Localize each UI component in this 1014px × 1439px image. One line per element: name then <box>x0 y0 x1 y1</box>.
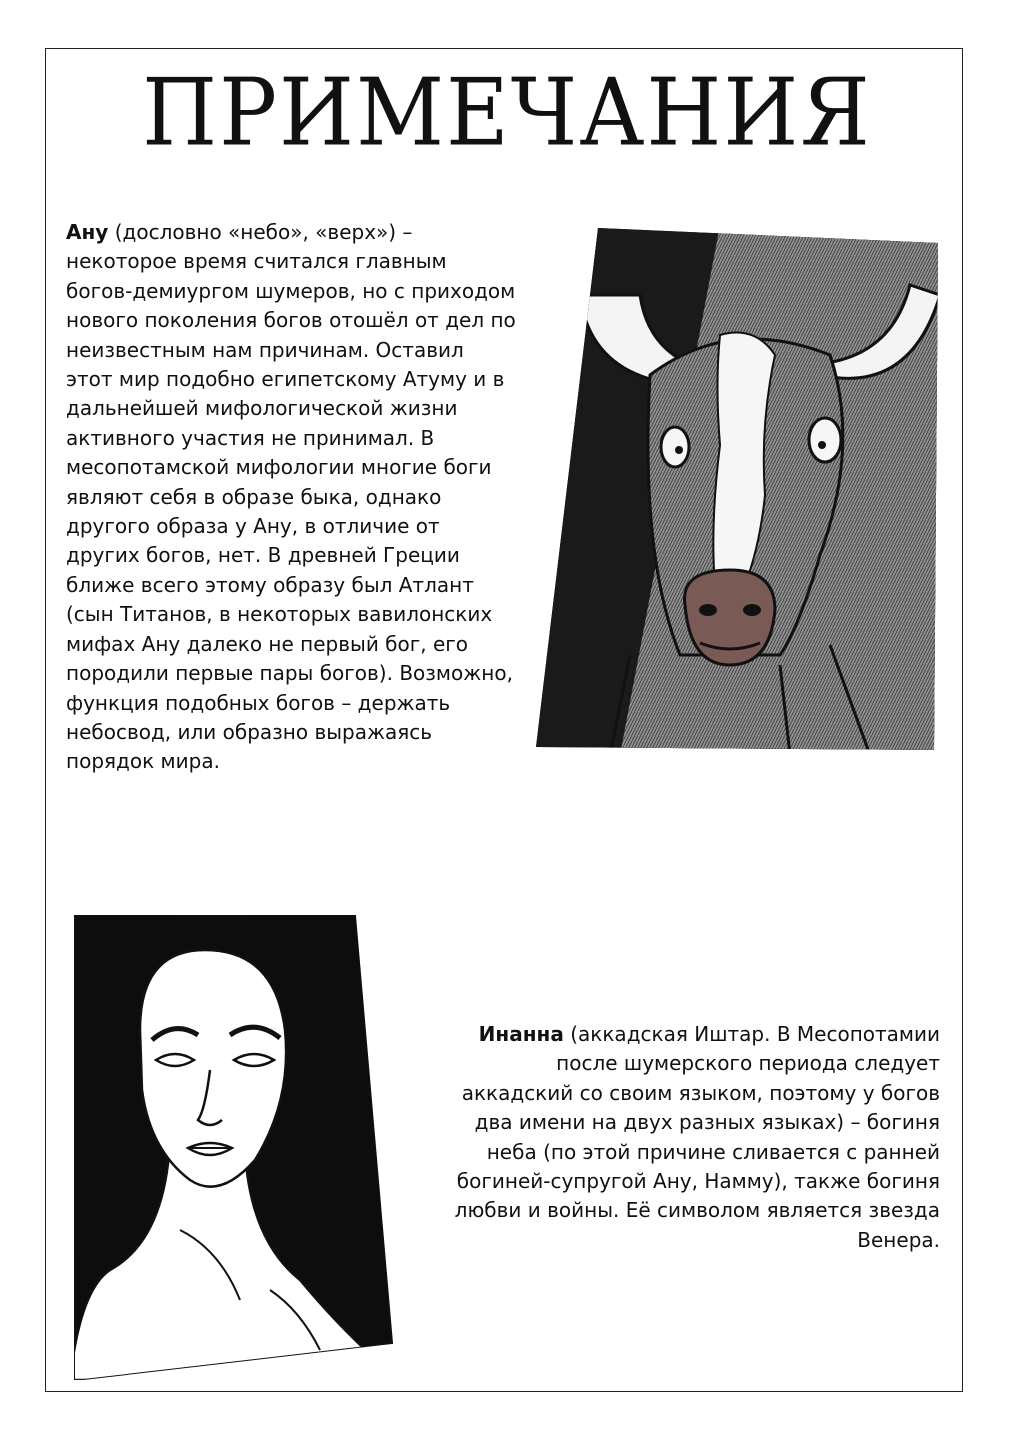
inanna-illustration <box>70 910 400 1380</box>
anu-description: (дословно «небо», «верх») – некоторое время считался главным богов-демиургом шумеров, но с приходом нового поколения богов отошёл от дел по неизвестным нам причинам. Оставил этот мир подобно египетскому Атуму и в дальнейшей мифологической жизни активного участия не принимал. В месопотамской мифологии многие боги являют себя в образе быка, однако другого образа у Ану, в отличие от других богов, нет. В древней Греции ближе всего этому образу был Атлант (сын Титанов, в некоторых вавилонских мифах Ану далеко не первый бог, его породили первые пары богов). Возможно, функция подобных богов – держать небосвод, или образно выражаясь порядок мира. <box>66 220 516 774</box>
inanna-note <box>440 1020 940 1255</box>
inanna-term: Инанна <box>478 1022 564 1046</box>
inanna-description: (аккадская Иштар. В Месопотамии после шумерского периода следует аккадский со своим языком, поэтому у богов два имени на двух разных языках) – богиня неба (по этой причине сливается с ранней богиней-супругой Ану, Намму), также богиня любви и войны. Её символом является звезда Венера. <box>454 1022 940 1252</box>
page-title: ПРИМЕЧАНИЯ <box>142 58 872 167</box>
anu-note <box>66 218 516 777</box>
bull-illustration <box>530 225 940 755</box>
anu-term: Ану <box>66 220 109 244</box>
